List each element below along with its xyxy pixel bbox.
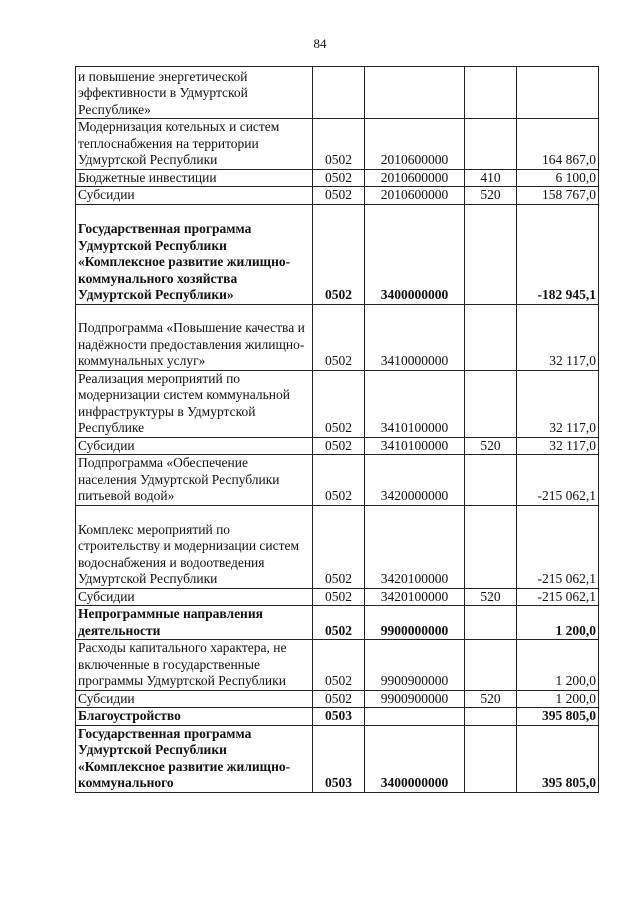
expense-type-cell [465, 370, 517, 437]
row-name-cell: Непрограммные направления деятельности [76, 606, 313, 640]
table-row [76, 455, 599, 506]
table-row [76, 640, 599, 691]
section-code-cell: 0502 [313, 606, 365, 640]
amount-cell: 164 867,0 [517, 119, 599, 170]
target-article-cell: 3420100000 [365, 588, 465, 606]
row-name-cell: Субсидии [76, 690, 313, 708]
expense-type-cell [465, 640, 517, 691]
target-article-cell [365, 708, 465, 726]
amount-cell: 395 805,0 [517, 725, 599, 792]
table-row [76, 606, 599, 640]
section-code-cell: 0502 [313, 119, 365, 170]
expense-type-cell: 520 [465, 690, 517, 708]
expense-type-cell [465, 505, 517, 588]
section-code-cell: 0502 [313, 204, 365, 304]
row-name-cell: Подпрограмма «Обеспечение населения Удмуртской Республики питьевой водой» [76, 455, 313, 506]
row-name-cell: Благоустройство [76, 708, 313, 726]
expense-type-cell [465, 725, 517, 792]
section-code-cell: 0502 [313, 690, 365, 708]
target-article-cell: 9900900000 [365, 640, 465, 691]
row-name-cell: Комплекс мероприятий по строительству и модернизации систем водоснабжения и водоотведения Удмуртской Республики [76, 505, 313, 588]
target-article-cell: 3400000000 [365, 725, 465, 792]
amount-cell [517, 67, 599, 119]
section-code-cell [313, 67, 365, 119]
expense-type-cell: 520 [465, 437, 517, 455]
table-row [76, 204, 599, 304]
amount-cell: 6 100,0 [517, 169, 599, 187]
section-code-cell: 0502 [313, 304, 365, 370]
target-article-cell: 2010600000 [365, 169, 465, 187]
expense-type-cell [465, 67, 517, 119]
row-name-cell: Модернизация котельных и систем теплоснабжения на территории Удмуртской Республики [76, 119, 313, 170]
section-code-cell: 0503 [313, 725, 365, 792]
section-code-cell: 0502 [313, 505, 365, 588]
budget-table [75, 66, 599, 793]
table-row [76, 169, 599, 187]
target-article-cell: 3420100000 [365, 505, 465, 588]
target-article-cell: 9900000000 [365, 606, 465, 640]
section-code-cell: 0502 [313, 370, 365, 437]
row-name-cell: Государственная программа Удмуртской Республики «Комплексное развитие жилищно-коммунального [76, 725, 313, 792]
expense-type-cell [465, 708, 517, 726]
amount-cell: 32 117,0 [517, 437, 599, 455]
amount-cell: 1 200,0 [517, 640, 599, 691]
section-code-cell: 0502 [313, 187, 365, 205]
table-row [76, 119, 599, 170]
amount-cell: 158 767,0 [517, 187, 599, 205]
target-article-cell: 3400000000 [365, 204, 465, 304]
amount-cell: 1 200,0 [517, 606, 599, 640]
target-article-cell: 3410100000 [365, 370, 465, 437]
target-article-cell: 3410100000 [365, 437, 465, 455]
expense-type-cell: 410 [465, 169, 517, 187]
section-code-cell: 0502 [313, 588, 365, 606]
expense-type-cell [465, 304, 517, 370]
row-name-cell: Расходы капитального характера, не включенные в государственные программы Удмуртской Республики [76, 640, 313, 691]
section-code-cell: 0502 [313, 640, 365, 691]
row-name-cell: Субсидии [76, 588, 313, 606]
row-name-cell: Бюджетные инвестиции [76, 169, 313, 187]
table-row [76, 370, 599, 437]
section-code-cell: 0502 [313, 169, 365, 187]
amount-cell: -182 945,1 [517, 204, 599, 304]
row-name-cell: Субсидии [76, 187, 313, 205]
row-name-cell: Подпрограмма «Повышение качества и надёжности предоставления жилищно-коммунальных услуг» [76, 304, 313, 370]
amount-cell: -215 062,1 [517, 588, 599, 606]
row-name-cell: Государственная программа Удмуртской Республики «Комплексное развитие жилищно-коммунального хозяйства Удмуртской Республики» [76, 204, 313, 304]
target-article-cell: 2010600000 [365, 119, 465, 170]
target-article-cell: 3420000000 [365, 455, 465, 506]
table-row [76, 588, 599, 606]
amount-cell: 1 200,0 [517, 690, 599, 708]
table-row [76, 690, 599, 708]
section-code-cell: 0502 [313, 437, 365, 455]
table-row [76, 67, 599, 119]
expense-type-cell [465, 204, 517, 304]
target-article-cell [365, 67, 465, 119]
expense-type-cell: 520 [465, 588, 517, 606]
target-article-cell: 9900900000 [365, 690, 465, 708]
expense-type-cell: 520 [465, 187, 517, 205]
expense-type-cell [465, 606, 517, 640]
expense-type-cell [465, 119, 517, 170]
row-name-cell: Реализация мероприятий по модернизации систем коммунальной инфраструктуры в Удмуртской Республике [76, 370, 313, 437]
target-article-cell: 2010600000 [365, 187, 465, 205]
section-code-cell: 0502 [313, 455, 365, 506]
amount-cell: -215 062,1 [517, 505, 599, 588]
table-row [76, 187, 599, 205]
amount-cell: 395 805,0 [517, 708, 599, 726]
row-name-cell: Субсидии [76, 437, 313, 455]
table-row [76, 725, 599, 792]
table-body [76, 67, 599, 793]
target-article-cell: 3410000000 [365, 304, 465, 370]
expense-type-cell [465, 455, 517, 506]
page-number: 84 [313, 36, 327, 51]
table-row [76, 708, 599, 726]
amount-cell: -215 062,1 [517, 455, 599, 506]
section-code-cell: 0503 [313, 708, 365, 726]
table-row [76, 304, 599, 370]
table-row [76, 505, 599, 588]
amount-cell: 32 117,0 [517, 370, 599, 437]
table-row [76, 437, 599, 455]
row-name-cell: и повышение энергетической эффективности в Удмуртской Республике» [76, 67, 313, 119]
amount-cell: 32 117,0 [517, 304, 599, 370]
